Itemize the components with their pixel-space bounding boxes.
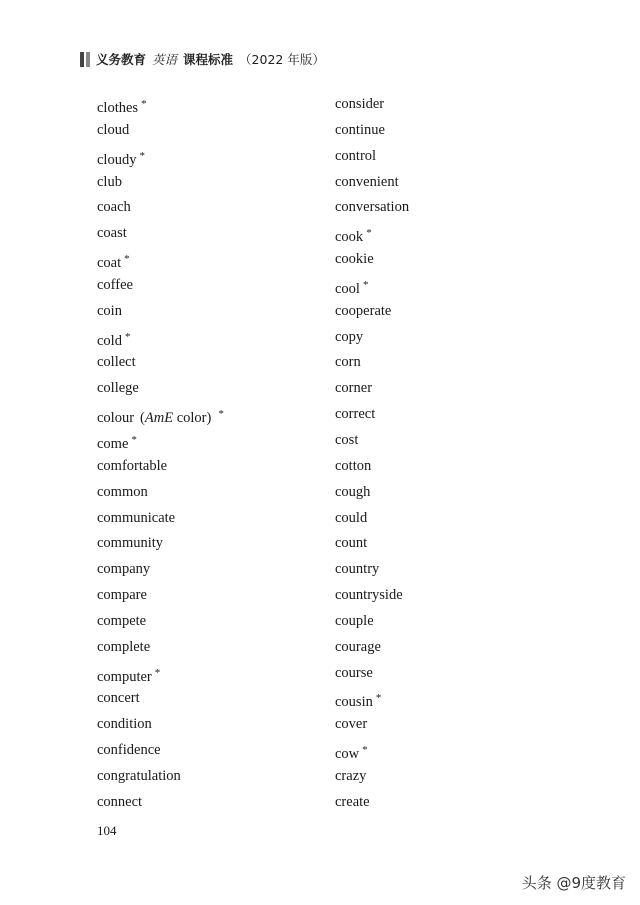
word-text: cooperate — [335, 302, 392, 319]
word-text: countryside — [335, 587, 403, 604]
word-text: cloud — [97, 121, 130, 138]
word-text: college — [97, 380, 139, 397]
word-entry — [97, 661, 224, 687]
word-text: concert — [97, 690, 140, 707]
word-entry — [97, 118, 224, 144]
word-list-left — [97, 92, 224, 816]
word-entry — [335, 506, 409, 532]
word-entry — [97, 583, 224, 609]
word-entry — [335, 661, 409, 687]
word-entry — [97, 454, 224, 480]
word-entry — [335, 686, 409, 712]
word-text: congratulation — [97, 767, 181, 784]
asterisk-icon: * — [124, 330, 131, 343]
word-entry — [97, 531, 224, 557]
word-entry — [335, 790, 409, 816]
word-text: create — [335, 793, 370, 810]
word-text: clothes — [97, 100, 139, 116]
word-entry — [335, 764, 409, 790]
word-entry — [97, 325, 224, 351]
word-text: crazy — [335, 767, 367, 784]
word-entry — [97, 738, 224, 764]
asterisk-icon: * — [366, 227, 372, 240]
word-entry — [97, 428, 224, 454]
header-suffix: 课程标准 — [183, 52, 234, 67]
header-prefix: 义务教育 — [96, 52, 147, 67]
word-entry — [97, 144, 224, 170]
word-text: cousin — [335, 694, 373, 711]
word-text: comfortable — [97, 457, 168, 474]
word-text: computer — [97, 668, 152, 685]
word-text: coffee — [97, 276, 133, 293]
word-text: convenient — [335, 173, 399, 190]
variant-open-paren: ( — [140, 410, 145, 427]
word-entry — [335, 247, 409, 273]
word-entry — [97, 557, 224, 583]
word-text: club — [97, 173, 122, 190]
word-text: compete — [97, 612, 147, 629]
word-entry — [97, 764, 224, 790]
word-entry — [97, 273, 224, 299]
asterisk-icon: * — [362, 744, 368, 757]
asterisk-icon: * — [375, 692, 382, 705]
word-entry — [97, 247, 224, 273]
word-entry — [335, 557, 409, 583]
variant-word: color) — [173, 410, 212, 427]
word-entry — [97, 480, 224, 506]
word-entry — [97, 402, 224, 428]
word-entry — [335, 170, 409, 196]
word-text: conversation — [335, 199, 410, 216]
running-header — [80, 50, 325, 68]
header-edition: （2022 年版） — [239, 52, 325, 67]
word-text: could — [335, 509, 368, 526]
asterisk-icon: * — [218, 408, 224, 421]
asterisk-icon: * — [362, 278, 369, 291]
word-entry — [97, 506, 224, 532]
word-entry — [335, 428, 409, 454]
word-entry — [335, 221, 409, 247]
word-entry — [335, 195, 409, 221]
word-text: course — [335, 664, 373, 681]
word-entry — [335, 118, 409, 144]
word-entry — [97, 195, 224, 221]
word-text: complete — [97, 638, 151, 655]
word-text: copy — [335, 328, 364, 345]
word-text: corner — [335, 380, 373, 397]
word-text: cook — [335, 229, 364, 246]
word-entry — [335, 273, 409, 299]
word-text: continue — [335, 121, 385, 138]
word-text: correct — [335, 406, 376, 423]
word-text: cloudy — [97, 151, 137, 168]
asterisk-icon: * — [131, 433, 137, 446]
word-entry — [335, 635, 409, 661]
word-text: confidence — [97, 742, 161, 759]
word-entry — [335, 454, 409, 480]
word-entry — [97, 635, 224, 661]
word-text: connect — [97, 793, 143, 810]
word-entry — [97, 712, 224, 738]
word-text: collect — [97, 354, 136, 371]
word-text: colour — [97, 410, 135, 427]
word-text: coach — [97, 199, 131, 216]
word-text: coast — [97, 225, 127, 242]
word-text: coin — [97, 302, 122, 319]
word-variant — [140, 410, 211, 426]
word-entry — [335, 531, 409, 557]
asterisk-icon: * — [124, 253, 130, 266]
header-subject: 英语 — [152, 52, 178, 67]
word-text: courage — [335, 638, 381, 655]
word-entry — [335, 738, 409, 764]
word-text: control — [335, 147, 377, 164]
word-text: cotton — [335, 457, 372, 474]
word-text: cookie — [335, 251, 374, 268]
word-entry — [97, 686, 224, 712]
word-entry — [335, 325, 409, 351]
word-text: company — [97, 561, 151, 578]
word-entry — [335, 144, 409, 170]
word-entry — [97, 92, 224, 118]
word-text: couple — [335, 612, 374, 629]
word-entry — [335, 92, 409, 118]
word-entry — [97, 221, 224, 247]
header-bars-icon — [80, 52, 90, 67]
word-list-right — [335, 92, 409, 816]
word-entry — [335, 402, 409, 428]
word-entry — [97, 299, 224, 325]
word-text: cover — [335, 716, 368, 733]
word-text: compare — [97, 587, 147, 604]
word-entry — [97, 350, 224, 376]
word-text: condition — [97, 716, 152, 733]
word-text: coat — [97, 255, 122, 272]
word-text: count — [335, 535, 368, 552]
asterisk-icon: * — [154, 666, 161, 679]
word-text: communicate — [97, 509, 176, 526]
word-entry — [335, 376, 409, 402]
word-entry — [335, 712, 409, 738]
word-text: cool — [335, 280, 360, 297]
word-entry — [97, 170, 224, 196]
page-number: 104 — [97, 823, 117, 838]
word-entry — [97, 609, 224, 635]
word-text: corn — [335, 354, 361, 371]
word-entry — [335, 609, 409, 635]
variant-tag: AmE — [144, 410, 174, 427]
word-text: cost — [335, 431, 359, 448]
word-text: community — [97, 535, 164, 552]
word-text: cow — [335, 746, 360, 763]
word-text: cold — [97, 332, 122, 349]
word-text: common — [97, 483, 148, 500]
word-text: come — [97, 435, 129, 452]
word-entry — [335, 350, 409, 376]
word-text: cough — [335, 483, 371, 500]
watermark: 头条 @9度教育 — [521, 874, 626, 892]
word-entry — [335, 299, 409, 325]
asterisk-icon: * — [139, 149, 145, 162]
word-text: country — [335, 561, 380, 578]
asterisk-icon: * — [141, 98, 147, 110]
word-entry — [97, 790, 224, 816]
word-entry — [335, 480, 409, 506]
word-text: consider — [335, 96, 385, 112]
word-entry — [335, 583, 409, 609]
word-entry — [97, 376, 224, 402]
